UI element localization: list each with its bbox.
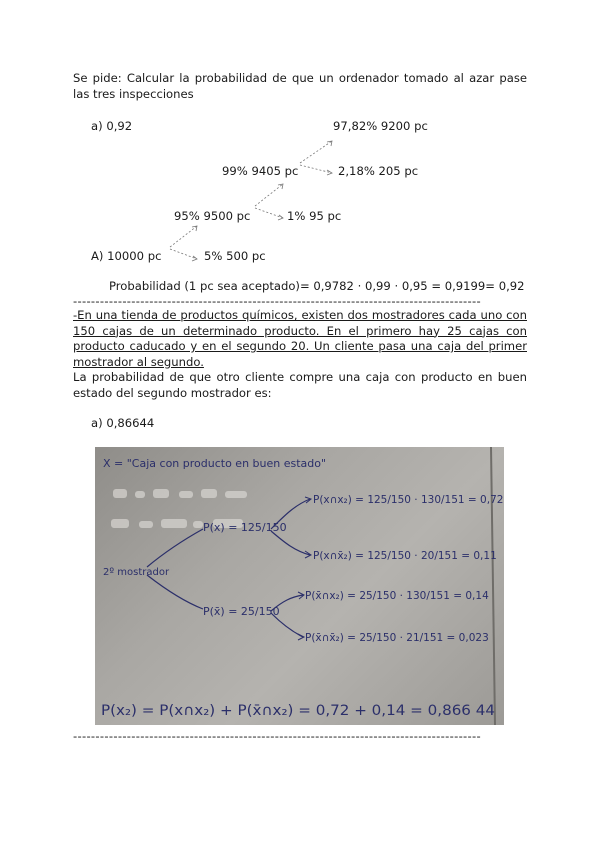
- arrow-l1-pass: [255, 184, 283, 206]
- arrow-l2-pass: [300, 141, 332, 163]
- tree-level3-fail: 2,18% 205 pc: [338, 164, 419, 178]
- hw-branch-x: P(x) = 125/150: [203, 521, 287, 534]
- hw-branch-leaf2: [271, 531, 310, 555]
- hw-branch-xbar: P(x̄) = 25/150: [203, 605, 280, 618]
- arrow-l2-fail: [300, 165, 332, 173]
- arrow-l1-fail: [255, 208, 283, 218]
- arrow-root-pass: [170, 226, 197, 247]
- hw-branch-up: [147, 529, 203, 567]
- handwriting-svg: [95, 447, 504, 725]
- problem-question: La probabilidad de que otro cliente compre una caja con producto en buen estado del segundo mostrador es:: [73, 370, 527, 400]
- hw-branch-down: [147, 575, 203, 609]
- answer-b: a) 0,86644: [91, 416, 155, 430]
- probability-result: Probabilidad (1 pc sea aceptado)= 0,9782 · 0,99 · 0,95 = 0,9199= 0,92: [109, 279, 525, 293]
- handwritten-solution-photo: [95, 447, 504, 725]
- hw-leaf1: P(x∩x₂) = 125/150 · 130/151 = 0,72: [313, 494, 504, 506]
- tree-level1-fail: 5% 500 pc: [204, 249, 266, 263]
- hw-leaf4: P(x̄∩x̄₂) = 25/150 · 21/151 = 0,023: [305, 632, 489, 644]
- tree-root: A) 10000 pc: [91, 249, 162, 263]
- tree-level1-pass: 95% 9500 pc: [174, 209, 251, 223]
- hw-leaf2: P(x∩x̄₂) = 125/150 · 20/151 = 0,11: [313, 550, 497, 562]
- problem-statement: -En una tienda de productos químicos, existen dos mostradores cada uno con 150 cajas de un determinado producto. En el primero hay 25 cajas con producto caducado y en el segundo 20. Un cliente pasa una caja del primer mostrador al segundo.: [73, 308, 527, 369]
- tree-level3-pass: 97,82% 9200 pc: [333, 119, 428, 133]
- hw-leaf3: P(x̄∩x₂) = 25/150 · 130/151 = 0,14: [305, 590, 489, 602]
- tree-level2-fail: 1% 95 pc: [287, 209, 342, 223]
- separator-line-bottom: -------------------------------------------------------------------------------------------: [73, 729, 481, 743]
- probability-tree-arrows: [0, 0, 600, 300]
- hw-root: 2º mostrador: [103, 567, 170, 578]
- hw-definition: X = "Caja con producto en buen estado": [103, 457, 327, 470]
- answer-a: a) 0,92: [91, 119, 133, 133]
- separator-line: -------------------------------------------------------------------------------------------: [73, 294, 481, 308]
- tree-level2-pass: 99% 9405 pc: [222, 164, 299, 178]
- hw-total: P(x₂) = P(x∩x₂) + P(x̄∩x₂) = 0,72 + 0,14 = 0,866 44: [101, 703, 495, 719]
- arrow-root-fail: [170, 249, 197, 259]
- question-text: Se pide: Calcular la probabilidad de que un ordenador tomado al azar pase las tres inspecciones: [73, 71, 527, 101]
